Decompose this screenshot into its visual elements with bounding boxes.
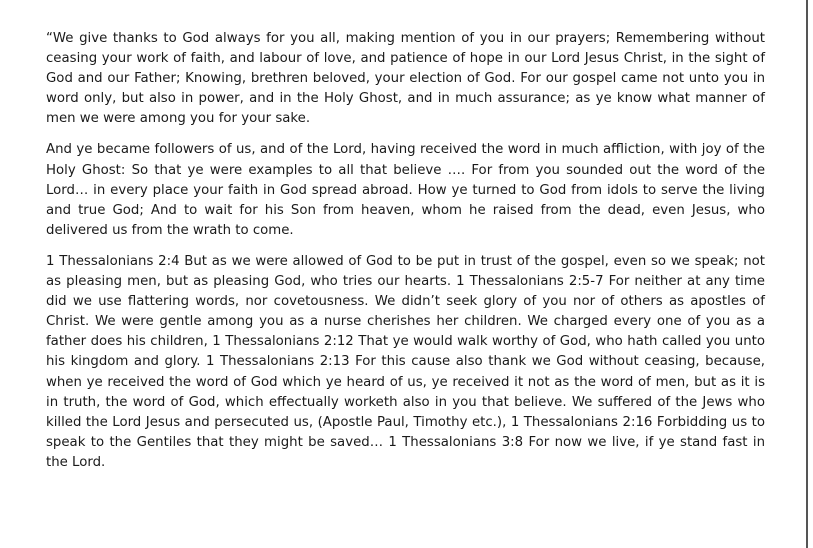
paragraph-thanksgiving: “We give thanks to God always for you all, making mention of you in our prayers; Remembering without ceasing your work of faith, and labour of love, and patience of hope in our Lord Jesus Christ, in the sight of God and our Father; Knowing, brethren beloved, your election of God. For our gospel came not unto you in word only, but also in power, and in the Holy Ghost, and in much assurance; as ye know what manner of men we were among you for your sake. (46, 31, 765, 127)
document-body (46, 29, 765, 484)
paragraph-followers: And ye became followers of us, and of the Lord, having received the word in much affliction, with joy of the Holy Ghost: So that ye were examples to all that believe …. For from you sounded out the word of the Lord… in every place your faith in God spread abroad. How ye turned to God from idols to serve the living and true God; And to wait for his Son from heaven, whom he raised from the dead, even Jesus, who delivered us from the wrath to come. (46, 142, 765, 238)
paragraph-thessalonians-verses: 1 Thessalonians 2:4 But as we were allowed of God to be put in trust of the gospel, even so we speak; not as pleasing men, but as pleasing God, who tries our hearts. 1 Thessalonians 2:5-7 For neither at any time did we use flattering words, nor covetousness. We didn’t seek glory of you nor of others as apostles of Christ. We were gentle among you as a nurse cherishes her children. We charged every one of you as a father does his children, 1 Thessalonians 2:12 That ye would walk worthy of God, who hath called you unto his kingdom and glory. 1 Thessalonians 2:13 For this cause also thank we God without ceasing, because, when ye received the word of God which ye heard of us, ye received it not as the word of men, but as it is in truth, the word of God, which effectually worketh also in you that believe. We suffered of the Jews who killed the Lord Jesus and persecuted us, (Apostle Paul, Timothy etc.), 1 Thessalonians 2:16 Forbidding us to speak to the Gentiles that they might be saved… 1 Thessalonians 3:8 For now we live, if ye stand fast in the Lord. (46, 253, 765, 470)
